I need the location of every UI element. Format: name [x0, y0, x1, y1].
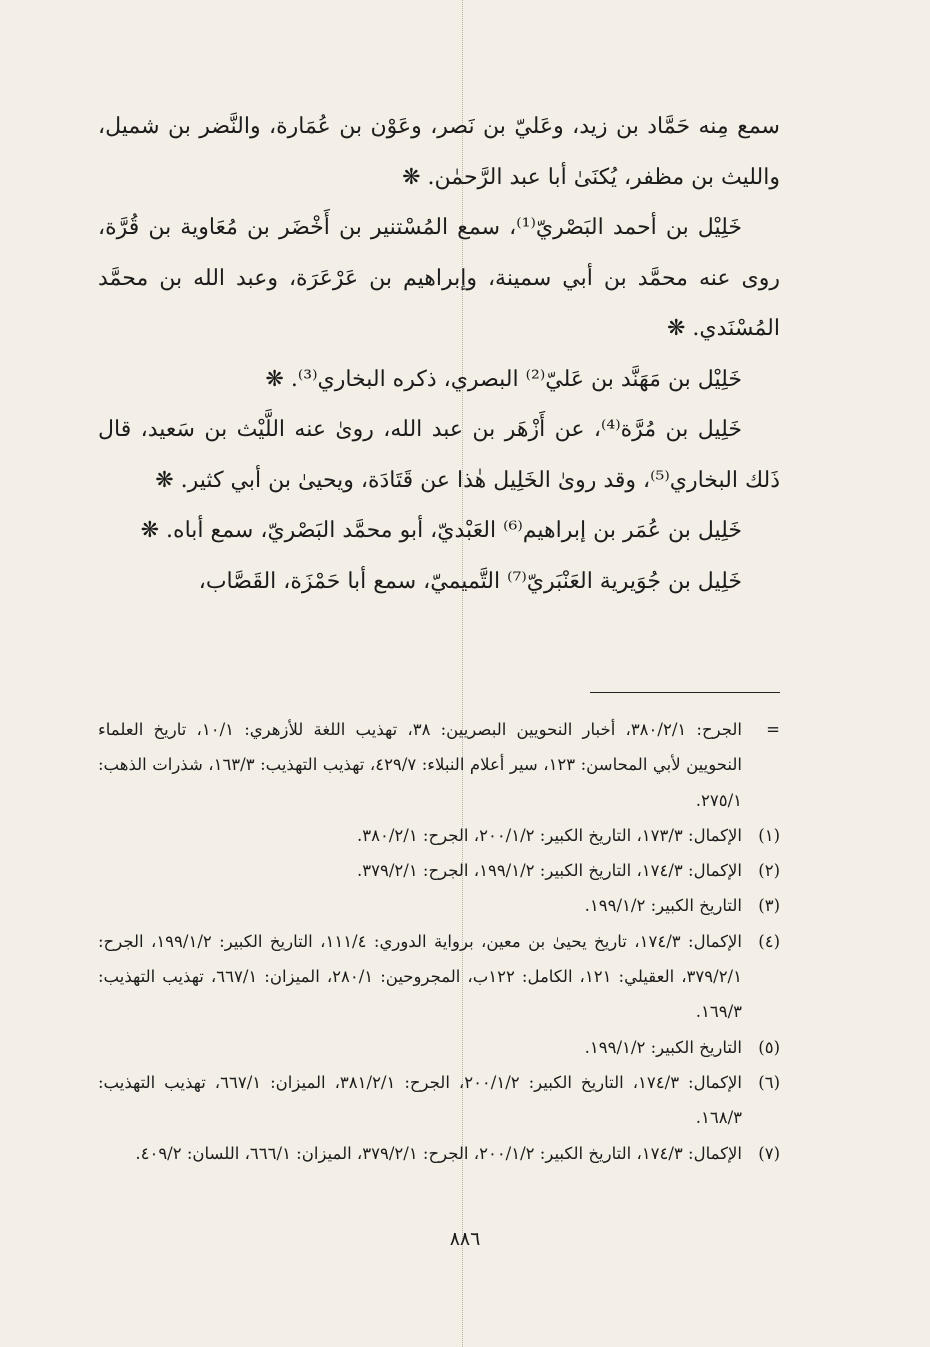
footnote-text: الإكمال: ١٧٤/٣، التاريخ الكبير: ١٩٩/١/٢، الجرح: ٣٧٩/٢/١.: [357, 861, 742, 881]
footnote-text: الإكمال: ١٧٤/٣، التاريخ الكبير: ٢٠٠/١/٢، الجرح: ٣٨١/٢/١، الميزان: ٦٦٧/١، تهذيب التهذيب: ١٦٨/٣.: [98, 1072, 742, 1128]
footnote: [98, 1136, 780, 1171]
footnote: [98, 888, 780, 923]
main-paragraph: خَلِيْل بن أحمد البَصْريّ⁽¹⁾، سمع المُسْتنير بن أَخْضَر بن مُعَاوية بن قُرَّة، روى عنه محمَّد بن أبي سمينة، وإبراهيم بن عَرْعَرَة، وعبد الله بن محمَّد المُسْنَدي. ❋: [98, 215, 780, 341]
footnote-mark: (٧): [758, 1143, 780, 1163]
main-text: [98, 102, 780, 607]
footnote: [98, 818, 780, 853]
footnote: [98, 712, 780, 818]
footnote: [98, 924, 780, 1030]
footnote-text: التاريخ الكبير: ١٩٩/١/٢.: [584, 1037, 742, 1057]
footnote-mark: =: [766, 720, 780, 739]
footnote-text: الجرح: ٣٨٠/٢/١، أخبار النحويين البصريين: ٣٨، تهذيب اللغة للأزهري: ١٠/١، تاريخ العلماء النحويين لأبي المحاسن: ١٢٣، سير أعلام النبلاء: ٤٢٩/٧، تهذيب التهذيب: ١٦٣/٣، شذرات الذهب: ٢٧٥/١.: [98, 720, 742, 810]
main-paragraph: خَلِيل بن جُوَيرية العَنْبَريّ⁽⁷⁾ التَّميميّ، سمع أبا حَمْزَة، القَصَّاب،: [198, 568, 742, 594]
footnote-mark: (٣): [758, 896, 780, 916]
main-paragraph: خَلِيل بن مُرَّة⁽⁴⁾، عن أَزْهَر بن عبد الله، روىٰ عنه اللَّيْث بن سَعيد، قال ذَلك البخاري⁽⁵⁾، وقد روىٰ الخَلِيل هٰذا عن قَتَادَة، ويحيىٰ بن أبي كثير. ❋: [98, 417, 780, 493]
footnote-text: الإكمال: ١٧٣/٣، التاريخ الكبير: ٢٠٠/١/٢، الجرح: ٣٨٠/٢/١.: [357, 825, 742, 845]
main-paragraph: خَلِيل بن عُمَر بن إبراهيم⁽⁶⁾ العَبْديّ، أبو محمَّد البَصْريّ، سمع أباه. ❋: [140, 518, 742, 543]
footnote: [98, 853, 780, 888]
footnote-mark: (١): [758, 825, 780, 845]
footnote-mark: (٤): [758, 931, 780, 951]
footnote-separator: [590, 692, 780, 693]
footnote-mark: (٢): [758, 861, 780, 881]
footnote-text: التاريخ الكبير: ١٩٩/١/٢.: [584, 896, 742, 916]
footnote: [98, 1065, 780, 1136]
page-number: ٨٨٦: [449, 1228, 481, 1250]
footnotes: [98, 712, 780, 1171]
main-paragraph: خَلِيْل بن مَهَنَّد بن عَليّ⁽²⁾ البصري، ذكره البخاري⁽³⁾. ❋: [265, 366, 742, 392]
footnote: [98, 1030, 780, 1065]
main-paragraph: سمع مِنه حَمَّاد بن زيد، وعَليّ بن نَصر، وعَوْن بن عُمَارة، والنَّضر بن شميل، والليث بن مظفر، يُكنَىٰ أبا عبد الرَّحمٰن. ❋: [98, 114, 780, 190]
footnote-mark: (٦): [758, 1072, 780, 1092]
footnote-mark: (٥): [758, 1037, 780, 1057]
footnote-text: الإكمال: ١٧٤/٣، التاريخ الكبير: ٢٠٠/١/٢، الجرح: ٣٧٩/٢/١، الميزان: ٦٦٦/١، اللسان: ٤٠٩/٢.: [135, 1143, 742, 1163]
footnote-text: الإكمال: ١٧٤/٣، تاريخ يحيىٰ بن معين، برواية الدوري: ١١١/٤، التاريخ الكبير: ١٩٩/١/٢، الجرح: ٣٧٩/٢/١، العقيلي: ١٢١، الكامل: ١٢٢ب، المجروحين: ٢٨٠/١، الميزان: ٦٦٧/١، تهذيب التهذيب: ١٦٩/٣.: [98, 931, 743, 1022]
